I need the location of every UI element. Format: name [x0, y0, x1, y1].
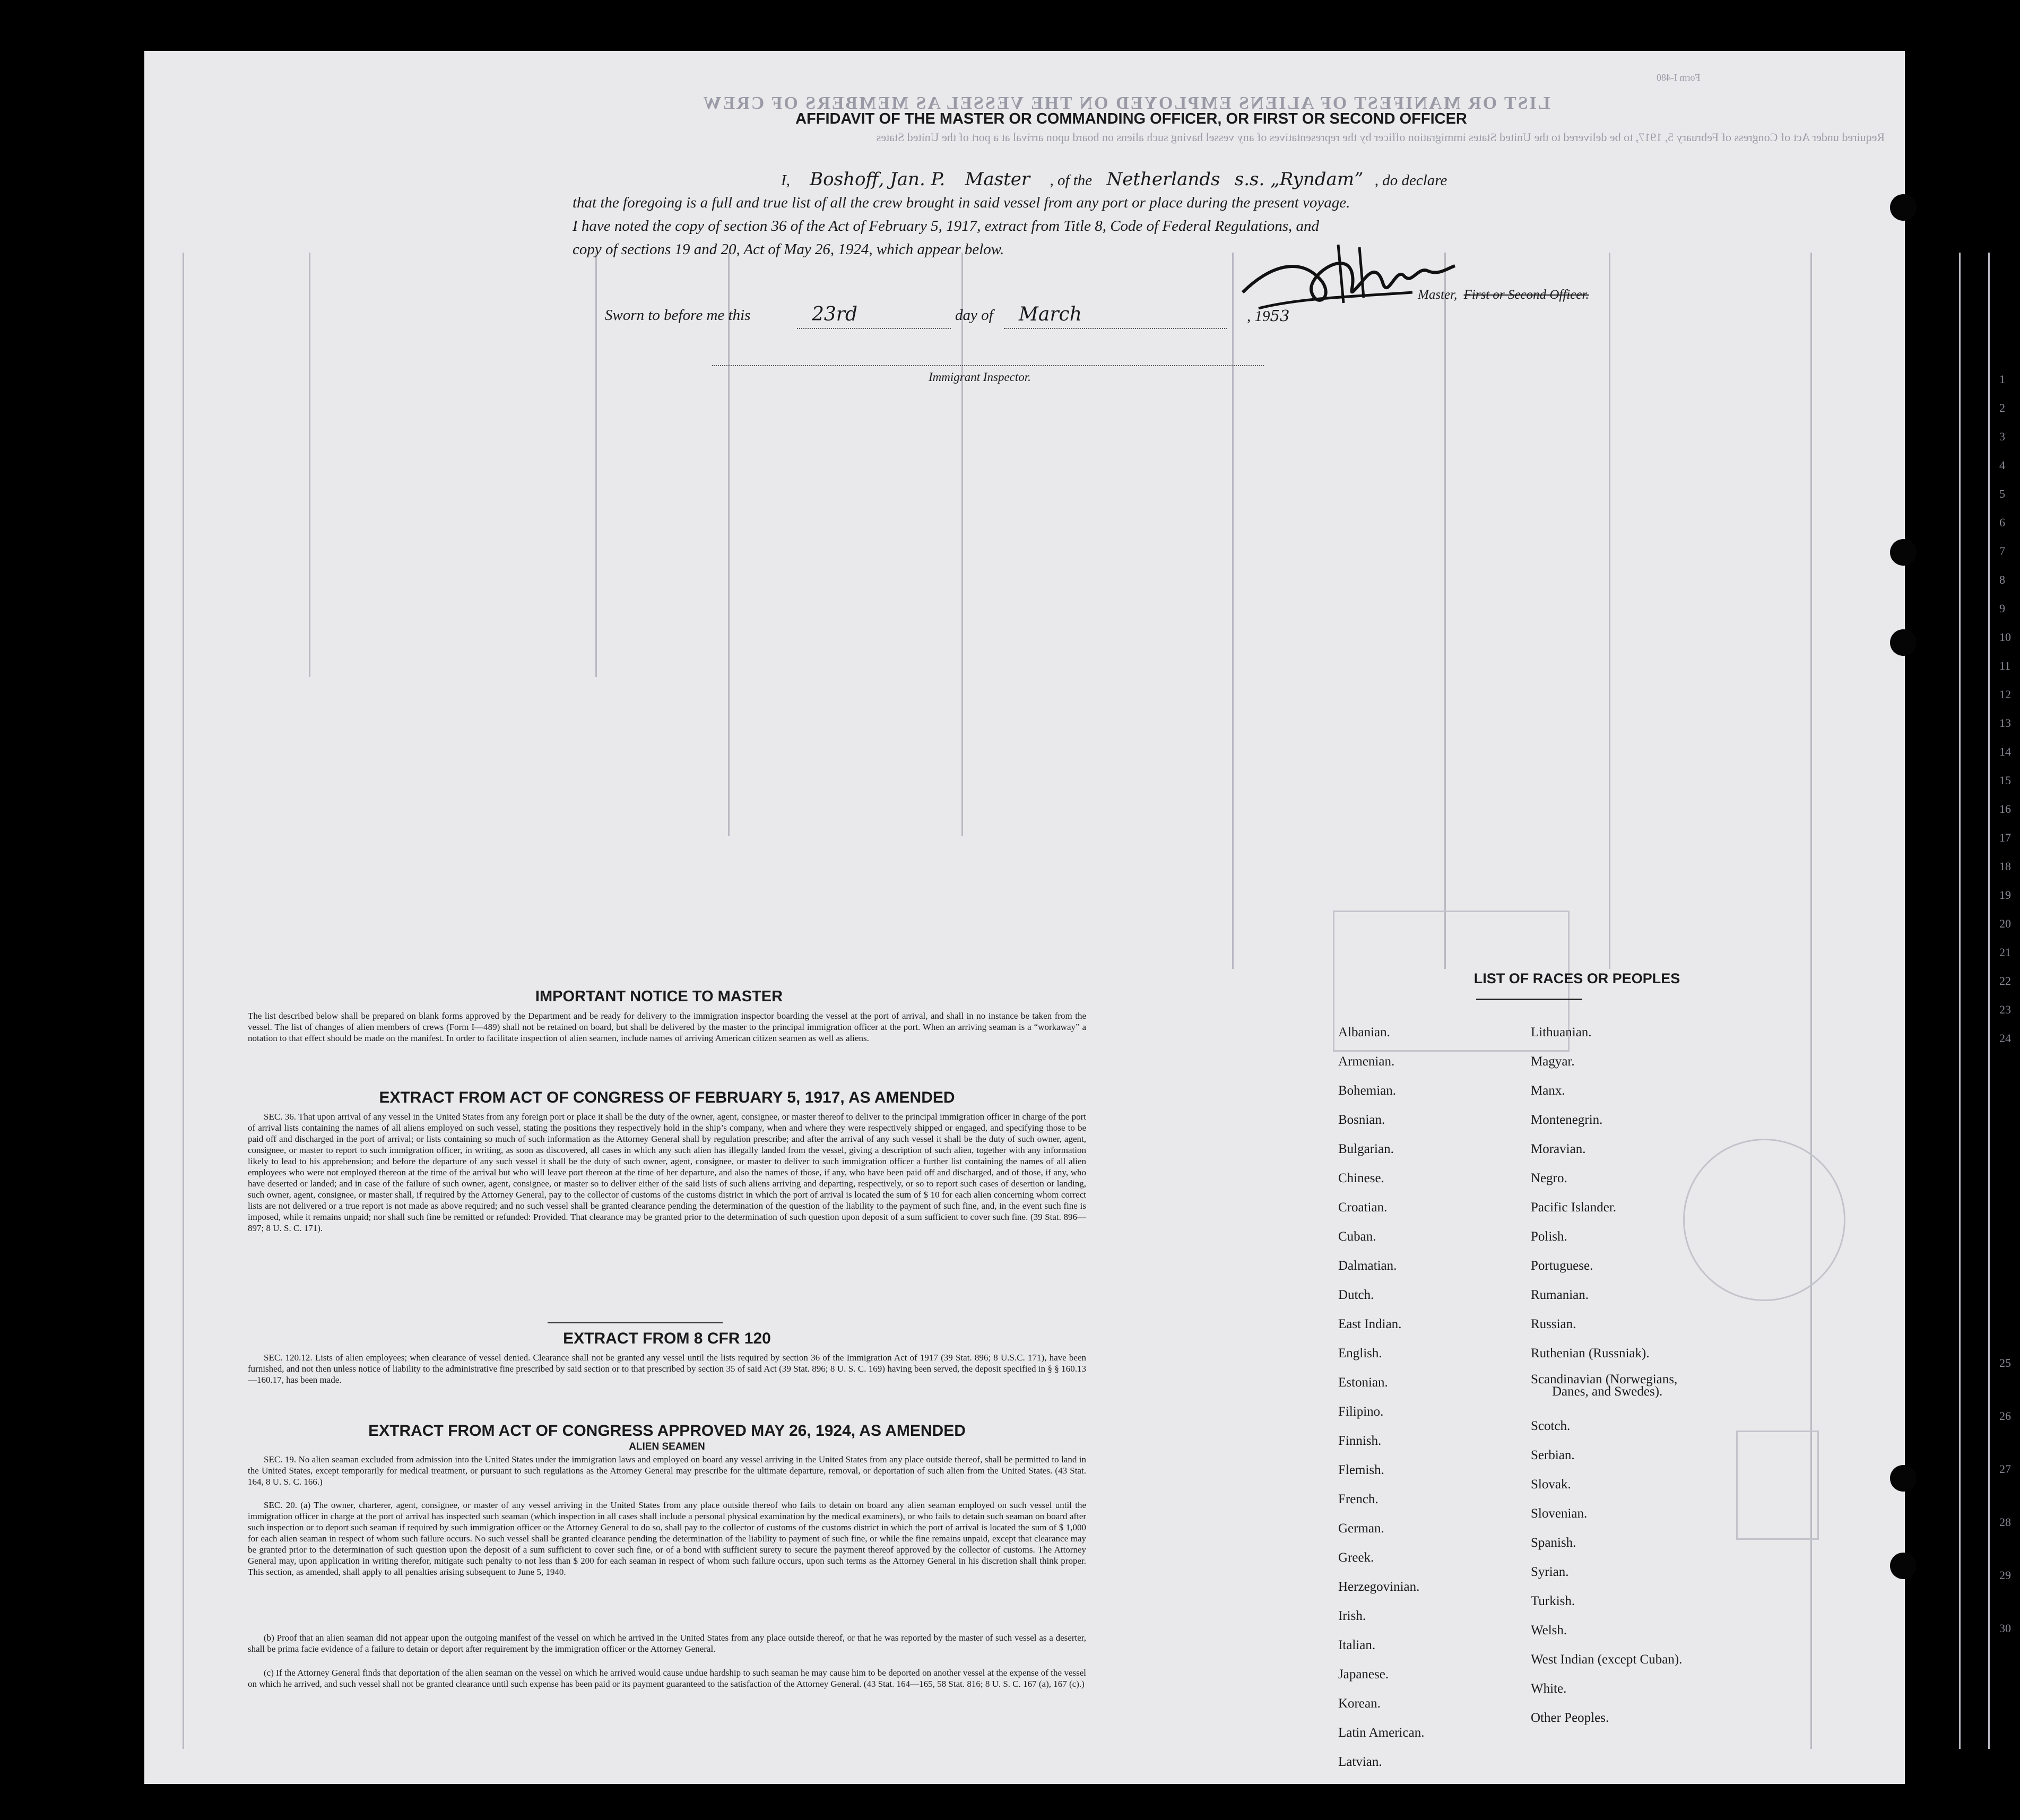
- punch-hole: [1890, 1465, 1917, 1492]
- row-number: 15: [1999, 774, 2011, 787]
- sworn-year-prefix: , 19: [1247, 308, 1270, 325]
- punch-hole: [1890, 194, 1917, 221]
- race-item: Scandinavian (Norwegians,: [1531, 1372, 1678, 1386]
- ship-nationality: Netherlands: [1106, 169, 1220, 190]
- races-title: LIST OF RACES OR PEOPLES: [1473, 970, 1680, 986]
- race-item: Bosnian.: [1338, 1113, 1385, 1127]
- notice-body: The list described below shall be prepared on blank forms approved by the Department and be ready for delivery to the immigration inspector boarding the vessel at the port of arrival, and shall in no instance be taken from the vessel. The list of changes of alien members of crews (Form I—489) shall not be retained on board, but shall be delivered by the master to the principal immigration officer at the port. When an arriving seaman is a “workaway” a notation to that effect should be made on the manifest. In order to facilitate inspection of alien seamen, include names of arriving American citizen seamen as well as aliens.: [248, 1011, 1086, 1043]
- race-item: Slovenian.: [1531, 1506, 1588, 1521]
- race-item: Estonian.: [1338, 1375, 1388, 1390]
- race-item: Albanian.: [1338, 1025, 1390, 1039]
- row-number: 22: [1999, 974, 2011, 987]
- row-number: 10: [1999, 630, 2011, 644]
- race-item: Syrian.: [1531, 1565, 1569, 1579]
- row-number: 13: [1999, 716, 2011, 730]
- race-item: English.: [1338, 1346, 1382, 1360]
- extract-1917-body: SEC. 36. That upon arrival of any vessel in the United States from any foreign port or place it shall be the duty of the owner, agent, consignee, or master thereof to deliver to the principal immigration officer in charge of the port of arrival lists containing the names of all aliens employed on such vessel, stating the positions they respectively hold in the ship’s company, when and where they were respectively shipped or engaged, and specifying those to be paid off and discharged in the port of arrival; or lists containing so much of such information as the Attorney General shall by regulation prescribe; and after the arrival of any such vessel it shall be the duty of such owner, agent, consignee, or master to report to such immigration officer, in writing, as soon as discovered, all cases in which any such alien has illegally landed from the vessel, giving a description of such alien, together with any information likely to lead to his apprehension; and before the departure of any such vessel it shall be the duty of such owner, agent, consignee, or master to deliver to such immigration officer a further list containing the names of all alien employees who were not employed thereon at the time of the arrival but who will leave port thereon at the time of her departure, and also the names of those, if any, who have been paid off and discharged, and of those, if any, who have deserted or landed; and in case of the failure of such owner, agent, consignee, or master so to deliver either of the said lists of such aliens arriving and departing, respectively, or so to report such cases of desertion or landing, such owner, agent, consignee, or master shall, if required by the Attorney General, pay to the collector of customs of the customs district in which the port of arrival is located the sum of $ 10 for each alien concerning whom correct lists are not delivered or a true report is not made as above required; and no such vessel shall be granted clearance pending the determination of the question of the liability to the payment of such fine, and, in the event such fine is imposed, while it remains unpaid; nor shall such fine be remitted or refunded: Provided. That clearance may be granted prior to the determination of such question upon deposit of a sum sufficient to cover such fine. (39 Stat. 896—897; 8 U. S. C. 171).: [248, 1112, 1086, 1233]
- race-item: Polish.: [1531, 1229, 1567, 1244]
- race-item: Scotch.: [1531, 1419, 1571, 1433]
- caption-master: Master,: [1418, 288, 1458, 302]
- inspector-label: Immigrant Inspector.: [929, 370, 1031, 384]
- row-number: 3: [1999, 430, 2005, 443]
- row-number: 23: [1999, 1003, 2011, 1016]
- column-rule: [961, 253, 963, 836]
- affidavit-line-4: copy of sections 19 and 20, Act of May 26, 1924, which appear below.: [573, 241, 1004, 258]
- race-item: Serbian.: [1531, 1448, 1575, 1462]
- punch-hole: [1890, 1553, 1917, 1579]
- race-item: Japanese.: [1338, 1667, 1389, 1682]
- sworn-day: 23rd: [812, 304, 858, 325]
- race-item: Magyar.: [1531, 1054, 1575, 1069]
- race-item: Flemish.: [1338, 1463, 1384, 1477]
- bleed-stamp: [1736, 1431, 1819, 1540]
- affidavit-line-2: that the foregoing is a full and true list of all the crew brought in said vessel from any port or place during the present voyage.: [573, 194, 1350, 211]
- reverse-form-number: Form I-480: [1657, 72, 1701, 83]
- row-number: 8: [1999, 573, 2005, 586]
- row-number: 12: [1999, 688, 2011, 701]
- race-item: Italian.: [1338, 1638, 1376, 1652]
- sworn-day-underline: [797, 328, 951, 329]
- document-sheet: [144, 51, 2011, 1784]
- master-rank: Master: [965, 169, 1030, 190]
- extract-cfr-title: EXTRACT FROM 8 CFR 120: [563, 1330, 771, 1347]
- row-number: 28: [1999, 1515, 2011, 1529]
- row-number: 7: [1999, 544, 2005, 558]
- notice-title: IMPORTANT NOTICE TO MASTER: [535, 988, 783, 1005]
- row-number: 4: [1999, 458, 2005, 472]
- punch-hole: [1890, 539, 1917, 566]
- row-number: 26: [1999, 1409, 2011, 1423]
- column-rule: [1232, 253, 1234, 969]
- row-number: 25: [1999, 1356, 2011, 1370]
- races-left-column: [1338, 1018, 1424, 1776]
- race-item: White.: [1531, 1682, 1567, 1696]
- race-item: Moravian.: [1531, 1142, 1586, 1156]
- race-item: Chinese.: [1338, 1171, 1384, 1185]
- row-number: 5: [1999, 487, 2005, 500]
- sworn-line: [605, 304, 1507, 333]
- race-item: Negro.: [1531, 1171, 1567, 1185]
- extract-1924-subtitle: ALIEN SEAMEN: [629, 1441, 705, 1452]
- row-number: 24: [1999, 1032, 2011, 1045]
- row-number: 9: [1999, 602, 2005, 615]
- row-number: 6: [1999, 516, 2005, 529]
- column-rule: [1444, 253, 1446, 969]
- races-title-rule: [1476, 999, 1582, 1000]
- race-item: French.: [1338, 1492, 1379, 1506]
- reverse-header-title: LIST OR MANIFEST OF ALIENS EMPLOYED ON THE VESSEL AS MEMBERS OF CREW: [701, 93, 1550, 113]
- extract-1924-sec20a: SEC. 20. (a) The owner, charterer, agent, consignee, or master of any vessel arriving in the United States from any place outside thereof who fails to detain on board any alien seaman employed on such vessel until the immigration officer in charge at the port of arrival has inspected such seaman (which inspection in all cases shall include a personal physical examination by the medical examiners), or who fails to detain such seaman on board after such inspection or to deport such seaman if required by such immigration officer or the Attorney General to do so, shall pay to the collector of customs of the customs district in which the port of arrival is located the sum of $ 1,000 for each alien seaman in respect of whom such failure occurs. No such vessel shall be granted clearance pending the determination of the liability to payment of such fine, or while the fine remains unpaid, except that clearance may be granted prior to the determination of such question upon the deposit of a sum sufficient to cover such fine, or of a bond with sufficient surety to secure the payment thereof approved by the collector of customs. The Attorney General may, upon application in writing therefor, mitigate such penalty to not less than $ 200 for each seaman in respect of whom such failure occurs, upon such terms as the Attorney General in his discretion shall think proper. This section, as amended, shall apply to all penalties arising subsequent to June 5, 1940.: [248, 1500, 1086, 1577]
- race-item: Finnish.: [1338, 1434, 1382, 1448]
- extract-1917-title: EXTRACT FROM ACT OF CONGRESS OF FEBRUARY 5, 1917, AS AMENDED: [379, 1089, 955, 1106]
- race-item: Lithuanian.: [1531, 1025, 1592, 1039]
- row-number: 1: [1999, 372, 2005, 386]
- race-item: Pacific Islander.: [1531, 1200, 1617, 1215]
- race-item: Turkish.: [1531, 1594, 1575, 1608]
- sworn-day-of: day of: [955, 307, 993, 324]
- race-item: Russian.: [1531, 1317, 1576, 1331]
- extract-cfr-body: SEC. 120.12. Lists of alien employees; when clearance of vessel denied. Clearance shall not be granted any vessel until the lists required by section 36 of the Immigration Act of 1917 (39 Stat. 896; 8 U.S.C. 171), have been furnished, and not then unless notice of liability to the administrative fine prescribed by said section or to that prescribed by section 35 of said Act (39 Stat. 896; 8 U. S. C. 169) having been served, the deposit specified in § § 160.13—160.17, has been made.: [248, 1353, 1086, 1385]
- row-number: 19: [1999, 888, 2011, 902]
- race-item: Latvian.: [1338, 1755, 1382, 1769]
- affidavit-line-3: I have noted the copy of section 36 of the Act of February 5, 1917, extract from Title 8, Code of Federal Regulations, and: [573, 218, 1320, 235]
- race-item: Spanish.: [1531, 1536, 1576, 1550]
- race-item: Bulgarian.: [1338, 1142, 1394, 1156]
- extract-1924-sec19: SEC. 19. No alien seaman excluded from admission into the United States under the immigration laws and employed on board any vessel arriving in the United States from any place outside thereof, shall be permitted to land in the United States, except temporarily for medical treatment, or pursuant to such regulations as the Attorney General may prescribe for the ultimate departure, removal, or deportation of such alien from the United States. (43 Stat. 164, 8 U. S. C. 166.): [248, 1454, 1086, 1487]
- column-rule: [183, 253, 184, 1749]
- row-number: 30: [1999, 1622, 2011, 1635]
- declare-label: , do declare: [1374, 172, 1447, 189]
- race-item: Latin American.: [1338, 1726, 1425, 1740]
- affidavit-title: AFFIDAVIT OF THE MASTER OR COMMANDING OFFICER, OR FIRST OR SECOND OFFICER: [795, 110, 1467, 127]
- row-number: 21: [1999, 946, 2011, 959]
- race-item: Dalmatian.: [1338, 1259, 1397, 1273]
- race-item: Ruthenian (Russniak).: [1531, 1346, 1650, 1360]
- race-item: Portuguese.: [1531, 1259, 1593, 1273]
- inspector-signature-line: [712, 365, 1264, 366]
- sworn-year: [1247, 307, 1289, 325]
- reverse-header-subtitle: Required under Act of Congress of February 5, 1917, to be delivered to the United States immigration officer by the representatives of any vessel having such aliens on board upon arrival at a port of the United States: [876, 131, 1885, 144]
- race-item: Herzegovinian.: [1338, 1580, 1420, 1594]
- row-number: 18: [1999, 860, 2011, 873]
- race-item: Slovak.: [1531, 1477, 1571, 1492]
- race-item: Danes, and Swedes).: [1552, 1384, 1663, 1399]
- race-item: Montenegrin.: [1531, 1113, 1603, 1127]
- row-number: 17: [1999, 831, 2011, 844]
- extract-1924-sec20c: (c) If the Attorney General finds that deportation of the alien seaman on the vessel on which he arrived would cause undue hardship to such seaman he may cause him to be deported on another vessel at the expense of the vessel on which he arrived, and such vessel shall not be granted clearance until such expense has been paid or its payment guaranteed to the satisfaction of the Attorney General. (43 Stat. 164—165, 58 Stat. 816; 8 U. S. C. 167 (a), 167 (c).): [248, 1668, 1086, 1689]
- race-item: Rumanian.: [1531, 1288, 1589, 1302]
- sworn-year-digits: 53: [1270, 307, 1290, 325]
- race-item: Filipino.: [1338, 1405, 1384, 1419]
- race-item: Irish.: [1338, 1609, 1366, 1623]
- punch-hole: [1890, 629, 1917, 656]
- sworn-prefix: Sworn to before me this: [605, 307, 751, 324]
- race-item: Cuban.: [1338, 1229, 1376, 1244]
- race-item: Armenian.: [1338, 1054, 1395, 1069]
- race-item: Manx.: [1531, 1084, 1565, 1098]
- affidavit-prefix: I,: [781, 172, 790, 189]
- column-rule: [1959, 253, 1961, 1749]
- extract-1924-sec20b: (b) Proof that an alien seaman did not appear upon the outgoing manifest of the vessel on which he arrived in the United States from any place outside thereof, or that he was reported by the master of such vessel as a deserter, shall be prima facie evidence of a failure to detain or deport after requirement by the immigration officer or the Attorney General.: [248, 1633, 1086, 1654]
- column-rule: [595, 253, 597, 677]
- signature-caption: [1418, 288, 1589, 302]
- race-item: Greek.: [1338, 1550, 1374, 1565]
- race-item: Croatian.: [1338, 1200, 1388, 1215]
- column-rule: [1988, 253, 1990, 1749]
- race-item: Dutch.: [1338, 1288, 1374, 1302]
- race-item: East Indian.: [1338, 1317, 1402, 1331]
- row-number: 11: [1999, 659, 2011, 672]
- sworn-month-underline: [1004, 328, 1227, 329]
- race-item: Bohemian.: [1338, 1084, 1397, 1098]
- row-number: 27: [1999, 1462, 2011, 1476]
- bleed-stamp: [1683, 1139, 1845, 1301]
- race-item: West Indian (except Cuban).: [1531, 1652, 1683, 1667]
- extract-1924-title: EXTRACT FROM ACT OF CONGRESS APPROVED MAY 26, 1924, AS AMENDED: [368, 1422, 966, 1440]
- row-number: 16: [1999, 802, 2011, 816]
- row-number: 20: [1999, 917, 2011, 930]
- race-item: Other Peoples.: [1531, 1711, 1609, 1725]
- race-item: Korean.: [1338, 1696, 1381, 1711]
- section-divider: [548, 1322, 723, 1323]
- race-item: German.: [1338, 1521, 1384, 1536]
- row-number: 14: [1999, 745, 2011, 758]
- column-rule: [1609, 253, 1610, 969]
- ship-name: s.s. „Ryndam”: [1234, 169, 1364, 190]
- row-number: 29: [1999, 1568, 2011, 1582]
- column-rule: [728, 253, 730, 836]
- races-right-column: [1531, 1018, 1682, 1732]
- caption-struck-officer: First or Second Officer.: [1463, 288, 1589, 302]
- race-item: Welsh.: [1531, 1623, 1567, 1637]
- of-the-label: , of the: [1050, 172, 1093, 189]
- affidavit-line-1: [781, 169, 1447, 190]
- row-number: 2: [1999, 401, 2005, 414]
- master-name: Boshoff, Jan. P.: [810, 169, 946, 190]
- sworn-month: March: [1019, 304, 1082, 325]
- column-rule: [309, 253, 310, 677]
